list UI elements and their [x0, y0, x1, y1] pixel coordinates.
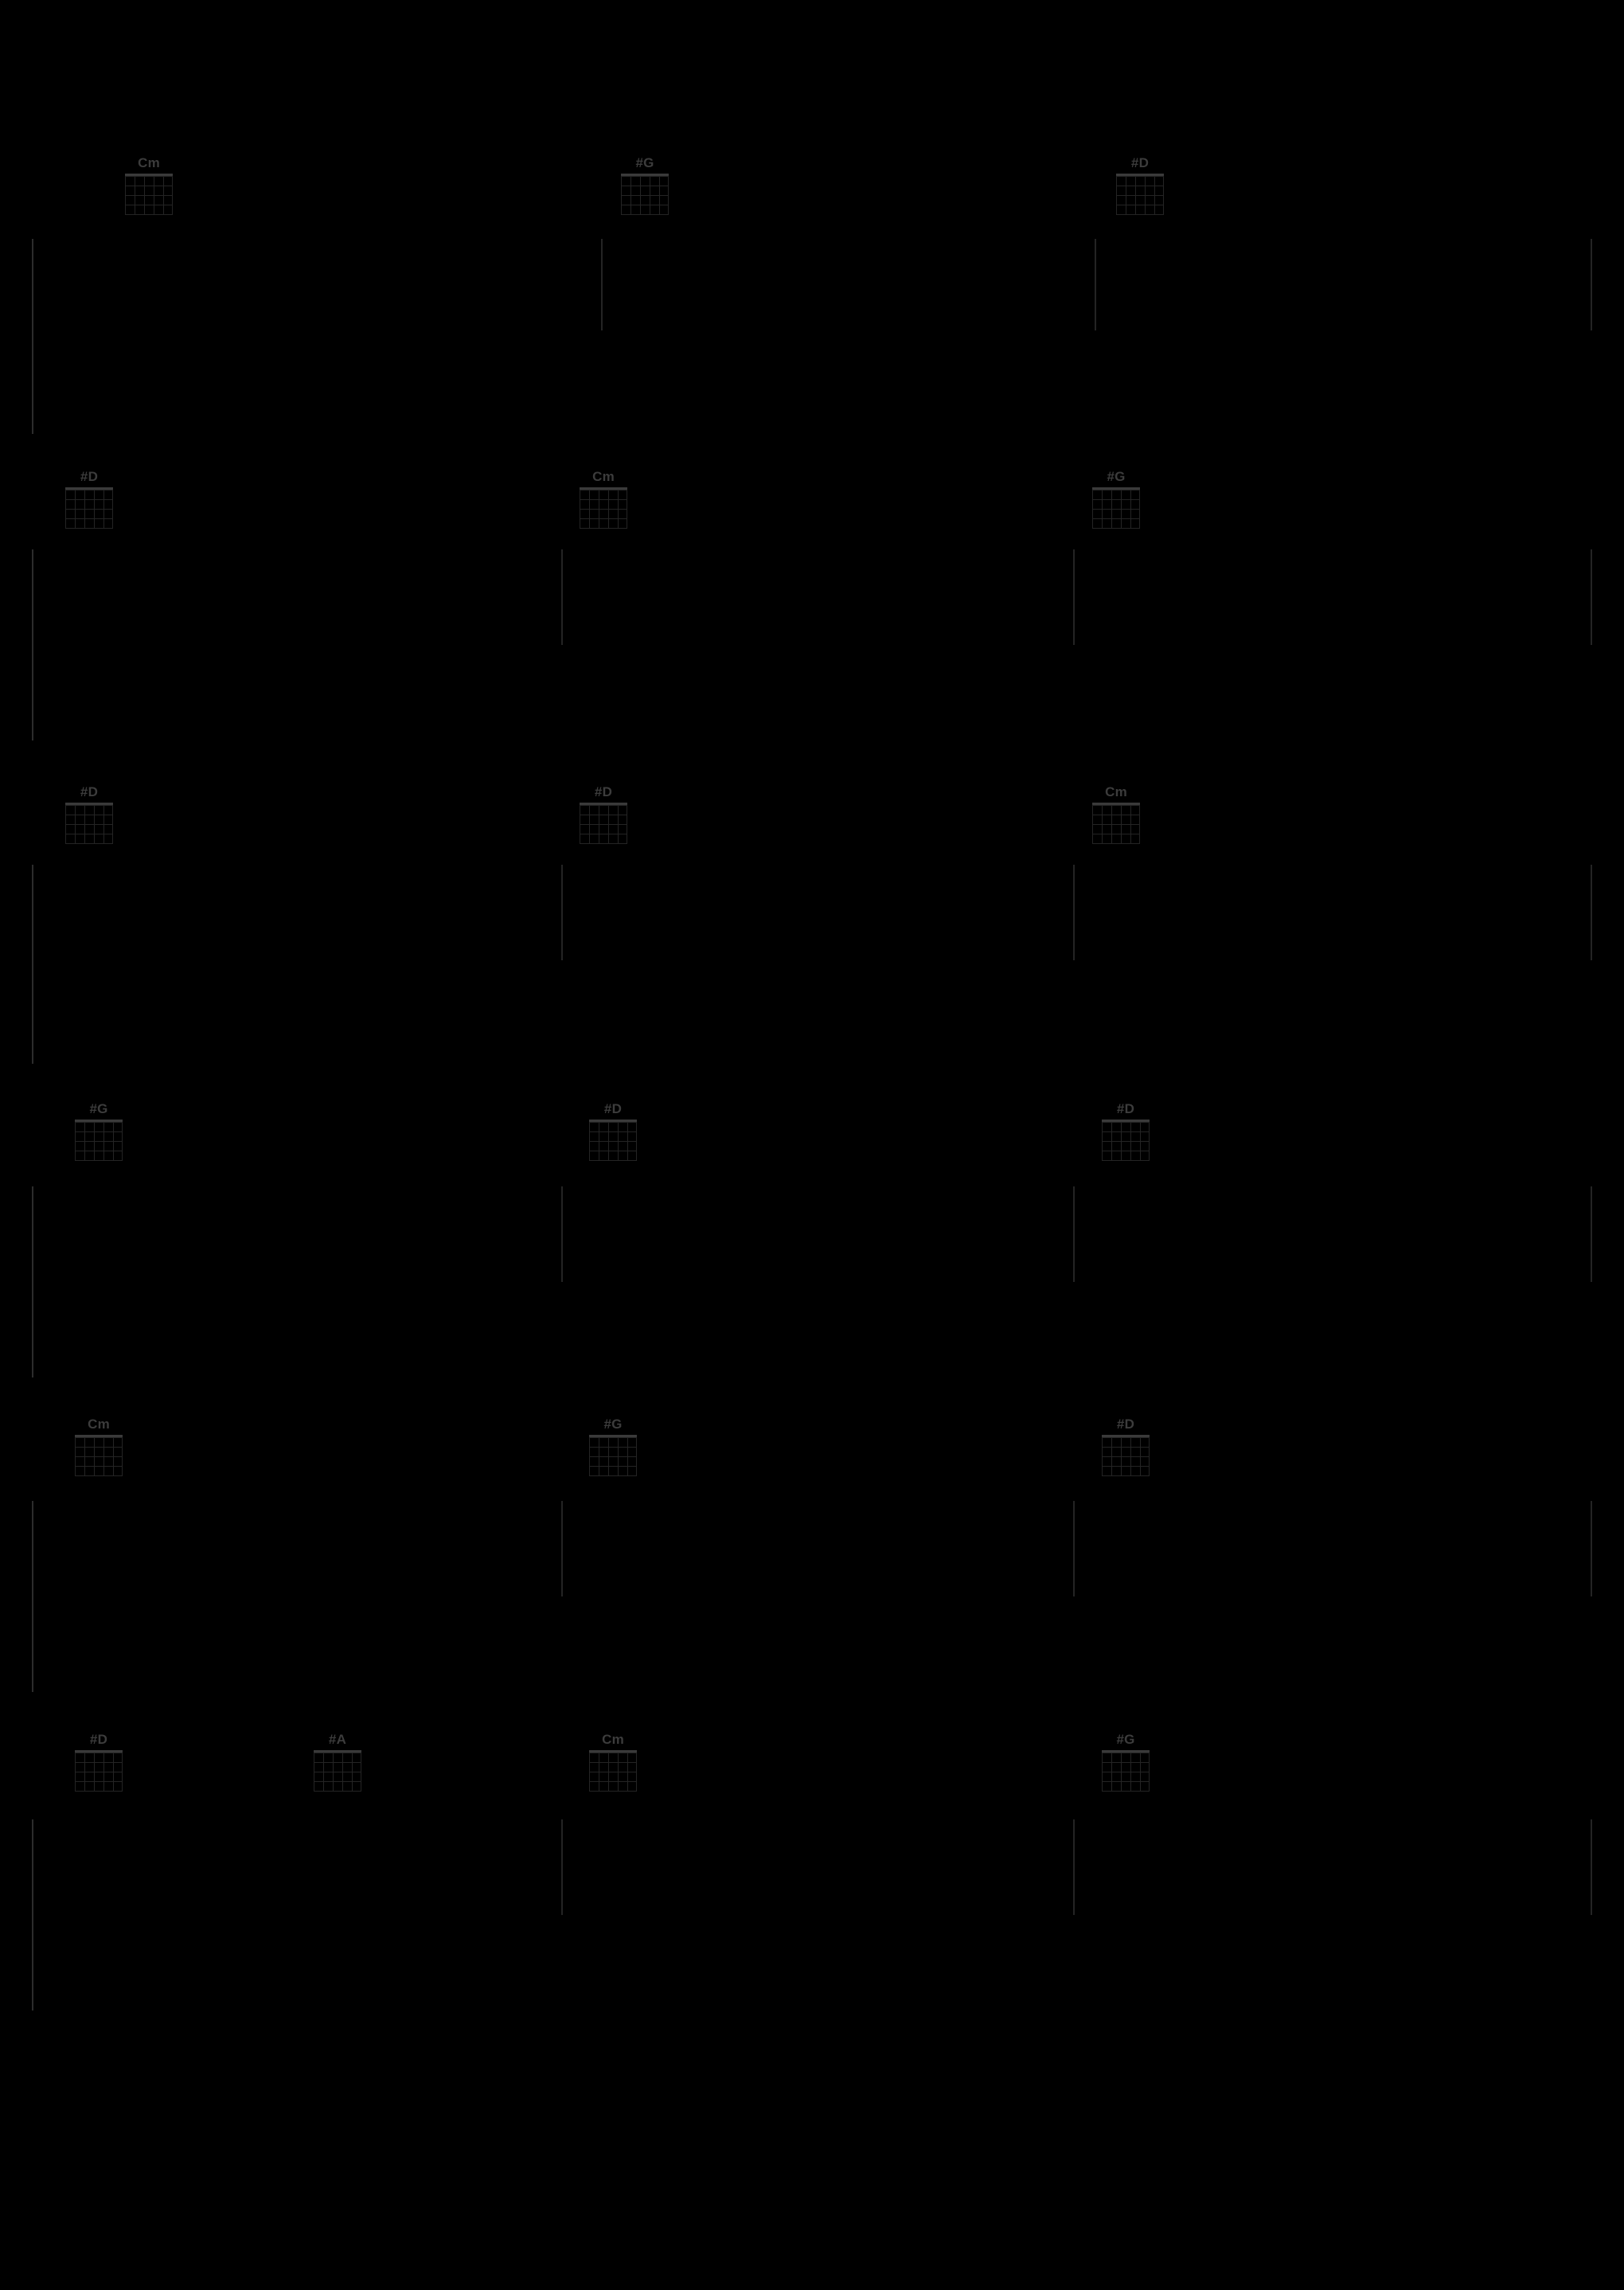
string-line — [75, 805, 76, 843]
string-line — [1163, 176, 1164, 214]
fret-grid — [580, 805, 627, 843]
fret-line — [1116, 214, 1164, 215]
string-line — [342, 1753, 343, 1791]
chord-label: #D — [594, 784, 613, 799]
fret-line — [65, 528, 113, 529]
fret-line — [621, 176, 669, 177]
string-line — [1111, 1122, 1112, 1160]
string-line — [103, 1753, 104, 1791]
fretboard-diagram — [1102, 1750, 1150, 1792]
string-line — [1130, 490, 1131, 528]
fret-line — [589, 1447, 637, 1448]
fret-line — [75, 1791, 123, 1792]
string-line — [1145, 176, 1146, 214]
string-line — [112, 490, 113, 528]
chord-label: #D — [603, 1101, 623, 1116]
fretboard-diagram — [1092, 487, 1140, 529]
string-line — [627, 1753, 628, 1791]
string-line — [608, 805, 609, 843]
string-line — [94, 490, 95, 528]
fret-line — [589, 1131, 637, 1132]
string-line — [589, 1437, 590, 1475]
string-line — [1111, 490, 1112, 528]
chord-diagram-group[interactable] — [64, 470, 115, 529]
barline — [32, 1501, 33, 1692]
fret-line — [580, 805, 627, 806]
fret-line — [75, 1475, 123, 1476]
barline — [32, 865, 33, 1064]
barline — [1591, 1501, 1592, 1596]
string-line — [618, 805, 619, 843]
string-line — [163, 176, 164, 214]
string-line — [1111, 1753, 1112, 1791]
string-line — [352, 1753, 353, 1791]
string-line — [1130, 1753, 1131, 1791]
string-line — [84, 1437, 85, 1475]
fret-grid — [125, 176, 173, 214]
string-line — [122, 1122, 123, 1160]
string-line — [84, 1753, 85, 1791]
string-line — [589, 1122, 590, 1160]
chord-label: #A — [328, 1732, 347, 1747]
fret-line — [75, 1762, 123, 1763]
fretboard-diagram — [589, 1120, 637, 1161]
barline — [561, 865, 563, 960]
fret-line — [580, 843, 627, 844]
string-line — [618, 1437, 619, 1475]
fret-grid — [1116, 176, 1164, 214]
fretboard-diagram — [75, 1750, 123, 1792]
string-line — [84, 805, 85, 843]
string-line — [608, 490, 609, 528]
fret-line — [589, 1141, 637, 1142]
fret-line — [1092, 824, 1140, 825]
chord-diagram-group[interactable] — [578, 470, 629, 529]
string-line — [1135, 176, 1136, 214]
string-line — [636, 1753, 637, 1791]
fret-line — [75, 1141, 123, 1142]
string-line — [84, 1122, 85, 1160]
fret-line — [125, 195, 173, 196]
fret-line — [65, 518, 113, 519]
fret-line — [589, 1122, 637, 1123]
string-line — [1130, 805, 1131, 843]
string-line — [103, 1437, 104, 1475]
string-line — [333, 1753, 334, 1791]
fretboard-diagram — [314, 1750, 361, 1792]
string-line — [94, 1753, 95, 1791]
string-line — [103, 1122, 104, 1160]
chord-label: Cm — [602, 1732, 624, 1747]
string-line — [113, 1122, 114, 1160]
fret-line — [1102, 1141, 1150, 1142]
barline — [1095, 239, 1096, 330]
fretboard-diagram — [580, 803, 627, 844]
string-line — [65, 490, 66, 528]
fret-grid — [580, 490, 627, 528]
fretboard-diagram — [580, 487, 627, 529]
string-line — [113, 1753, 114, 1791]
chord-diagram-group[interactable] — [588, 1417, 638, 1476]
string-line — [1140, 1753, 1141, 1791]
chord-diagram-group[interactable] — [588, 1733, 638, 1792]
fret-line — [75, 1466, 123, 1467]
string-line — [1121, 1753, 1122, 1791]
fret-line — [1102, 1122, 1150, 1123]
string-line — [75, 1122, 76, 1160]
fret-line — [580, 509, 627, 510]
fret-line — [580, 499, 627, 500]
fret-line — [314, 1791, 361, 1792]
fret-line — [1092, 805, 1140, 806]
string-line — [1149, 1753, 1150, 1791]
string-line — [1121, 1122, 1122, 1160]
chord-diagram-group[interactable] — [73, 1102, 124, 1161]
string-line — [1116, 176, 1117, 214]
chord-label: #G — [89, 1101, 108, 1116]
chord-diagram-group[interactable] — [1100, 1417, 1151, 1476]
barline — [1073, 865, 1075, 960]
fret-line — [75, 1122, 123, 1123]
barline — [32, 1819, 33, 2011]
fret-line — [589, 1466, 637, 1467]
string-line — [621, 176, 622, 214]
fret-line — [1116, 176, 1164, 177]
fretboard-diagram — [75, 1435, 123, 1476]
string-line — [1102, 1753, 1103, 1791]
string-line — [659, 176, 660, 214]
barline — [1073, 1186, 1075, 1282]
fret-grid — [1102, 1437, 1150, 1475]
fret-grid — [589, 1122, 637, 1160]
fretboard-diagram — [621, 174, 669, 215]
fret-line — [1092, 499, 1140, 500]
string-line — [113, 1437, 114, 1475]
chord-diagram-group[interactable] — [578, 785, 629, 844]
string-line — [103, 490, 104, 528]
fret-line — [621, 195, 669, 196]
fret-line — [1102, 1791, 1150, 1792]
chord-label: #D — [80, 784, 99, 799]
string-line — [125, 176, 126, 214]
barline — [1073, 1501, 1075, 1596]
fret-line — [314, 1781, 361, 1782]
string-line — [1130, 1122, 1131, 1160]
string-line — [1139, 805, 1140, 843]
string-line — [589, 805, 590, 843]
chord-label: Cm — [138, 155, 160, 170]
string-line — [589, 490, 590, 528]
fret-grid — [589, 1753, 637, 1791]
string-line — [1092, 805, 1093, 843]
chord-diagram-group[interactable] — [1100, 1102, 1151, 1161]
barline — [1591, 865, 1592, 960]
chord-label: Cm — [88, 1417, 110, 1432]
fret-grid — [1092, 490, 1140, 528]
fretboard-diagram — [589, 1750, 637, 1792]
barline — [32, 1186, 33, 1378]
fret-grid — [1092, 805, 1140, 843]
fret-line — [1102, 1456, 1150, 1457]
barline — [32, 239, 33, 434]
string-line — [112, 805, 113, 843]
barline — [601, 239, 603, 330]
fret-line — [75, 1131, 123, 1132]
string-line — [1140, 1122, 1141, 1160]
fret-line — [589, 1456, 637, 1457]
fret-line — [1102, 1762, 1150, 1763]
fret-line — [580, 528, 627, 529]
string-line — [1092, 490, 1093, 528]
fret-grid — [65, 805, 113, 843]
fret-line — [75, 1160, 123, 1161]
fret-line — [65, 509, 113, 510]
barline — [561, 1819, 563, 1915]
string-line — [75, 490, 76, 528]
fret-line — [621, 214, 669, 215]
string-line — [172, 176, 173, 214]
fretboard-diagram — [65, 487, 113, 529]
chord-label: Cm — [592, 469, 615, 484]
fret-line — [65, 843, 113, 844]
string-line — [1149, 1122, 1150, 1160]
fretboard-diagram — [1092, 803, 1140, 844]
string-line — [1121, 490, 1122, 528]
fret-line — [1102, 1466, 1150, 1467]
fret-line — [1102, 1475, 1150, 1476]
fretboard-diagram — [1116, 174, 1164, 215]
string-line — [1154, 176, 1155, 214]
string-line — [94, 805, 95, 843]
fret-line — [75, 1456, 123, 1457]
barline — [561, 549, 563, 645]
fret-line — [1102, 1437, 1150, 1438]
string-line — [627, 1122, 628, 1160]
string-line — [1111, 805, 1112, 843]
chord-diagram-group[interactable] — [1091, 470, 1142, 529]
fret-line — [589, 1160, 637, 1161]
chord-label: #G — [1107, 469, 1126, 484]
chord-diagram-group[interactable] — [123, 156, 174, 215]
string-line — [636, 1122, 637, 1160]
fret-line — [589, 1762, 637, 1763]
fret-line — [1092, 843, 1140, 844]
fret-grid — [1102, 1753, 1150, 1791]
string-line — [94, 1122, 95, 1160]
string-line — [144, 176, 145, 214]
string-line — [1121, 1437, 1122, 1475]
string-line — [323, 1753, 324, 1791]
string-line — [75, 1753, 76, 1791]
chord-label: #D — [80, 469, 99, 484]
string-line — [1102, 805, 1103, 843]
fretboard-diagram — [125, 174, 173, 215]
fretboard-diagram — [1102, 1435, 1150, 1476]
fret-grid — [65, 490, 113, 528]
string-line — [1102, 490, 1103, 528]
chord-diagram-group[interactable] — [73, 1733, 124, 1792]
fret-line — [589, 1475, 637, 1476]
string-line — [627, 1437, 628, 1475]
barline — [1591, 549, 1592, 645]
string-line — [1149, 1437, 1150, 1475]
barline — [1591, 1186, 1592, 1282]
fretboard-diagram — [75, 1120, 123, 1161]
fret-line — [589, 1791, 637, 1792]
fret-line — [75, 1781, 123, 1782]
fret-line — [1092, 509, 1140, 510]
string-line — [668, 176, 669, 214]
string-line — [640, 176, 641, 214]
chord-label: #D — [1116, 1101, 1135, 1116]
chord-diagram-group[interactable] — [1100, 1733, 1151, 1792]
fret-line — [1092, 518, 1140, 519]
barline — [561, 1501, 563, 1596]
string-line — [618, 490, 619, 528]
fret-grid — [1102, 1122, 1150, 1160]
fret-line — [65, 824, 113, 825]
string-line — [1102, 1437, 1103, 1475]
fret-grid — [621, 176, 669, 214]
fret-line — [1102, 1160, 1150, 1161]
fret-line — [1116, 195, 1164, 196]
barline — [32, 549, 33, 741]
fret-line — [1092, 528, 1140, 529]
fret-line — [314, 1762, 361, 1763]
fret-grid — [75, 1122, 123, 1160]
fret-line — [75, 1437, 123, 1438]
string-line — [122, 1437, 123, 1475]
string-line — [1139, 490, 1140, 528]
fret-line — [65, 499, 113, 500]
fret-line — [589, 1781, 637, 1782]
fret-grid — [314, 1753, 361, 1791]
string-line — [608, 1437, 609, 1475]
chord-diagram-group[interactable] — [64, 785, 115, 844]
chord-label: #G — [603, 1417, 623, 1432]
barline — [561, 1186, 563, 1282]
chord-label: Cm — [1105, 784, 1127, 799]
string-line — [1130, 1437, 1131, 1475]
chord-label: #G — [635, 155, 654, 170]
fret-line — [75, 1447, 123, 1448]
fret-line — [580, 824, 627, 825]
string-line — [608, 1753, 609, 1791]
chord-diagram-group[interactable] — [1115, 156, 1165, 215]
fret-line — [125, 214, 173, 215]
string-line — [94, 1437, 95, 1475]
chord-label: #D — [1130, 155, 1150, 170]
fret-line — [125, 176, 173, 177]
fretboard-diagram — [1102, 1120, 1150, 1161]
string-line — [589, 1753, 590, 1791]
chord-label: #D — [1116, 1417, 1135, 1432]
fret-grid — [75, 1437, 123, 1475]
chord-diagram-group[interactable] — [1091, 785, 1142, 844]
barline — [1073, 549, 1075, 645]
fret-line — [1102, 1447, 1150, 1448]
chord-label: #D — [89, 1732, 108, 1747]
fretboard-diagram — [65, 803, 113, 844]
string-line — [1111, 1437, 1112, 1475]
string-line — [636, 1437, 637, 1475]
string-line — [618, 1122, 619, 1160]
fret-grid — [589, 1437, 637, 1475]
chord-diagram-group[interactable] — [588, 1102, 638, 1161]
barline — [1591, 239, 1592, 330]
barline — [1591, 1819, 1592, 1915]
fret-line — [1102, 1781, 1150, 1782]
string-line — [1140, 1437, 1141, 1475]
fretboard-diagram — [589, 1435, 637, 1476]
chord-diagram-group[interactable] — [312, 1733, 363, 1792]
fret-grid — [75, 1753, 123, 1791]
string-line — [608, 1122, 609, 1160]
barline — [1073, 1819, 1075, 1915]
string-line — [630, 176, 631, 214]
chord-label: #G — [1116, 1732, 1135, 1747]
fret-line — [580, 518, 627, 519]
fret-line — [65, 805, 113, 806]
string-line — [1102, 1122, 1103, 1160]
string-line — [618, 1753, 619, 1791]
chord-diagram-group[interactable] — [73, 1417, 124, 1476]
string-line — [1121, 805, 1122, 843]
fret-line — [1102, 1131, 1150, 1132]
string-line — [103, 805, 104, 843]
string-line — [84, 490, 85, 528]
chord-diagram-group[interactable] — [619, 156, 670, 215]
string-line — [65, 805, 66, 843]
string-line — [75, 1437, 76, 1475]
string-line — [122, 1753, 123, 1791]
fret-line — [589, 1437, 637, 1438]
